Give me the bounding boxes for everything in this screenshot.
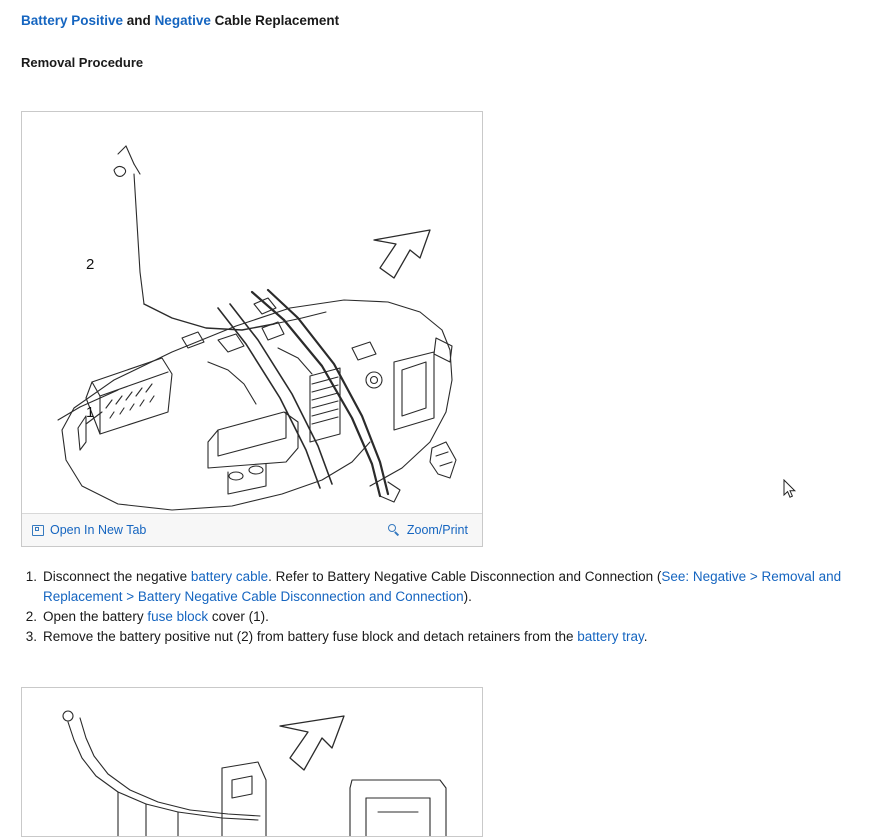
figure-1-image[interactable] <box>22 112 482 512</box>
figure-1-callout-2: 2 <box>86 256 95 273</box>
engine-compartment-diagram-2 <box>22 688 482 836</box>
mouse-cursor <box>783 479 797 499</box>
step-3-link-battery-tray[interactable]: battery tray <box>577 629 644 644</box>
step-2-seg-2: cover (1). <box>208 609 269 624</box>
figure-panel-2 <box>21 687 483 837</box>
open-in-new-tab-label: Open In New Tab <box>50 523 147 537</box>
step-text <box>43 627 876 647</box>
open-in-new-tab-button[interactable] <box>32 523 146 537</box>
step-2-seg-0: Open the battery <box>43 609 148 624</box>
figure-1-toolbar <box>22 513 482 546</box>
title-link-battery-positive[interactable]: Battery Positive <box>21 13 124 28</box>
title-text-cable-replacement: Cable Replacement <box>210 13 340 28</box>
step-number: 3. <box>25 629 37 644</box>
step-1-link-see-reference[interactable]: See: Negative > Removal and Replacement > Battery Negative Cable Disconnection and Connection <box>43 569 842 604</box>
step-number: 1. <box>25 569 37 584</box>
open-in-new-tab-icon <box>32 525 44 536</box>
section-subheading: Removal Procedure <box>21 55 144 70</box>
step-text <box>43 567 876 607</box>
step-1-link-battery-cable[interactable]: battery cable <box>190 569 269 584</box>
figure-1-callout-1: 1 <box>86 404 95 421</box>
list-item <box>21 567 876 607</box>
zoom-print-button[interactable] <box>388 523 468 537</box>
engine-compartment-diagram-1 <box>22 112 482 512</box>
figure-2-image[interactable] <box>22 688 482 836</box>
step-2-link-fuse-block[interactable]: fuse block <box>147 609 209 624</box>
step-1-seg-4: ). <box>463 589 472 604</box>
step-text <box>43 607 876 627</box>
magnifier-icon <box>388 524 401 537</box>
title-link-negative[interactable]: Negative <box>154 13 211 28</box>
step-number: 2. <box>25 609 37 624</box>
step-1-seg-2: . Refer to Battery Negative Cable Disconnection and Connection ( <box>268 569 662 584</box>
removal-steps-list <box>21 567 876 647</box>
list-item <box>21 627 876 647</box>
page-title <box>21 13 339 28</box>
zoom-print-label: Zoom/Print <box>406 523 468 537</box>
figure-panel-1 <box>21 111 483 547</box>
step-3-seg-2: . <box>643 629 648 644</box>
title-text-and: and <box>123 13 155 28</box>
step-1-seg-0: Disconnect the negative <box>43 569 191 584</box>
step-3-seg-0: Remove the battery positive nut (2) from battery fuse block and detach retainers from the <box>43 629 578 644</box>
list-item <box>21 607 876 627</box>
